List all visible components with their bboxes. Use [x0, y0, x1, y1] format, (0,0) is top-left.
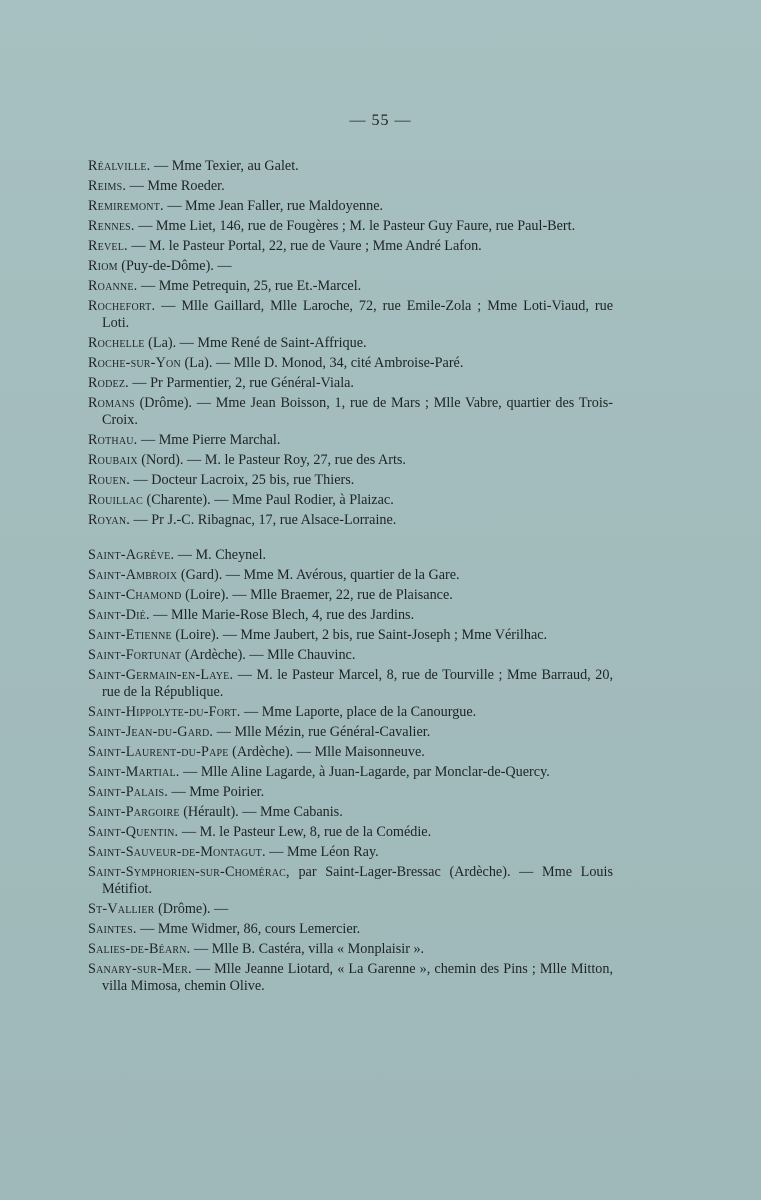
entry-place-name: Riom [88, 258, 118, 274]
entry-text: (Drôme). — Mme Jean Boisson, 1, rue de Mars ; Mlle Vabre, quartier des Trois-Croix. [102, 395, 614, 428]
entry-text: — Mme Poirier. [171, 784, 265, 800]
entry-place-name: Saint-Martial. [88, 764, 180, 780]
entry-text: — M. le Pasteur Marcel, 8, rue de Tourville ; Mme Barraud, 20, rue de la République. [102, 667, 614, 700]
directory-entry [88, 238, 613, 255]
entry-place-name: Rochelle [88, 335, 145, 351]
entry-text: (Hérault). — Mme Cabanis. [183, 804, 343, 820]
entry-text: — M. le Pasteur Portal, 22, rue de Vaure ; Mme André Lafon. [131, 238, 482, 254]
entry-text: — Mme Liet, 146, rue de Fougères ; M. le Pasteur Guy Faure, rue Paul-Bert. [138, 218, 576, 234]
entry-place-name: Saint-Germain-en-Laye. [88, 667, 234, 683]
entry-text: (La). — Mlle D. Monod, 34, cité Ambroise-Paré. [184, 355, 464, 371]
entry-text: (Gard). — Mme M. Avérous, quartier de la Gare. [180, 567, 460, 583]
entry-place-name: Saint-Symphorien-sur-Chomérac, [88, 864, 290, 880]
entry-place-name: Rothau. [88, 432, 138, 448]
entry-place-name: Roche-sur-Yon [88, 355, 181, 371]
entry-text: (Puy-de-Dôme). — [121, 258, 232, 274]
directory-entry [88, 844, 613, 861]
entry-place-name: Rouillac [88, 492, 143, 508]
directory-entry [88, 961, 613, 995]
entry-text: — Mlle B. Castéra, villa « Monplaisir ». [193, 941, 425, 957]
entry-place-name: Saint-Pargoire [88, 804, 180, 820]
entry-place-name: Rochefort. [88, 298, 156, 314]
directory-entry [88, 647, 613, 664]
directory-entry [88, 804, 613, 821]
entry-place-name: Remiremont. [88, 198, 164, 214]
entry-place-name: Saint-Quentin. [88, 824, 179, 840]
directory-entry [88, 472, 613, 489]
entry-text: (Ardèche). — Mlle Maisonneuve. [232, 744, 425, 760]
directory-entry [88, 158, 613, 175]
entry-text: — Pr J.-C. Ribagnac, 17, rue Alsace-Lorraine. [133, 512, 397, 528]
entry-text: (Drôme). — [158, 901, 229, 917]
entry-place-name: Salies-de-Béarn. [88, 941, 191, 957]
page-number: — 55 — [349, 112, 412, 129]
entry-text: — Mme Petrequin, 25, rue Et.-Marcel. [140, 278, 362, 294]
directory-entry [88, 218, 613, 235]
directory-entry [88, 567, 613, 584]
entry-place-name: Rouen. [88, 472, 130, 488]
directory-entry [88, 355, 613, 372]
entry-text: — M. le Pasteur Lew, 8, rue de la Comédie. [181, 824, 432, 840]
directory-entry [88, 921, 613, 938]
entry-text: — Mlle Gaillard, Mlle Laroche, 72, rue Emile-Zola ; Mme Loti-Viaud, rue Loti. [102, 298, 613, 331]
entry-place-name: Saint-Agrève. [88, 547, 175, 563]
entry-place-name: Saintes. [88, 921, 137, 937]
entry-place-name: Saint-Laurent-du-Pape [88, 744, 229, 760]
entry-text: — Mme Roeder. [129, 178, 225, 194]
entry-place-name: Saint-Dié. [88, 607, 150, 623]
entry-place-name: St-Vallier [88, 901, 155, 917]
entry-place-name: Roanne. [88, 278, 138, 294]
entry-place-name: Saint-Hippolyte-du-Fort. [88, 704, 241, 720]
entry-text: (Charente). — Mme Paul Rodier, à Plaizac. [146, 492, 394, 508]
entry-text: — Mme Widmer, 86, cours Lemercier. [140, 921, 361, 937]
entry-text: — Mme Léon Ray. [269, 844, 379, 860]
directory-entry [88, 941, 613, 958]
directory-entry [88, 258, 613, 275]
directory-entry [88, 704, 613, 721]
entry-place-name: Rennes. [88, 218, 135, 234]
directory-entry [88, 298, 613, 332]
directory-entry [88, 198, 613, 215]
directory-entry [88, 375, 613, 392]
entry-text: — Mme Pierre Marchal. [140, 432, 281, 448]
entry-place-name: Reims. [88, 178, 127, 194]
directory-entry [88, 744, 613, 761]
entry-place-name: Saint-Etienne [88, 627, 172, 643]
entry-text: — Mme Laporte, place de la Canourgue. [244, 704, 477, 720]
entry-text: — Mme Texier, au Galet. [153, 158, 299, 174]
entry-place-name: Rodez. [88, 375, 129, 391]
entry-place-name: Réalville. [88, 158, 151, 174]
directory-section-r [88, 158, 613, 532]
entry-place-name: Saint-Jean-du-Gard. [88, 724, 214, 740]
directory-section-s [88, 547, 613, 998]
entry-text: par Saint-Lager-Bressac (Ardèche). — Mme Louis Métifiot. [102, 864, 613, 897]
directory-entry [88, 395, 613, 429]
entry-place-name: Roubaix [88, 452, 138, 468]
entry-text: — Mlle Marie-Rose Blech, 4, rue des Jardins. [153, 607, 415, 623]
entry-place-name: Saint-Sauveur-de-Montagut. [88, 844, 266, 860]
entry-text: — Mlle Mézin, rue Général-Cavalier. [216, 724, 431, 740]
entry-place-name: Saint-Chamond [88, 587, 182, 603]
directory-entry [88, 335, 613, 352]
directory-entry [88, 547, 613, 564]
entry-text: — Mlle Aline Lagarde, à Juan-Lagarde, par Monclar-de-Quercy. [183, 764, 550, 780]
entry-place-name: Sanary-sur-Mer. [88, 961, 192, 977]
directory-entry [88, 178, 613, 195]
directory-entry [88, 607, 613, 624]
directory-entry [88, 492, 613, 509]
entry-place-name: Revel. [88, 238, 128, 254]
entry-place-name: Saint-Palais. [88, 784, 168, 800]
entry-place-name: Saint-Ambroix [88, 567, 178, 583]
directory-entry [88, 824, 613, 841]
directory-entry [88, 432, 613, 449]
entry-text: (La). — Mme René de Saint-Affrique. [148, 335, 367, 351]
directory-entry [88, 278, 613, 295]
directory-entry [88, 764, 613, 781]
directory-entry [88, 452, 613, 469]
directory-entry [88, 724, 613, 741]
entry-place-name: Royan. [88, 512, 130, 528]
directory-entry [88, 784, 613, 801]
entry-place-name: Romans [88, 395, 135, 411]
directory-entry [88, 667, 613, 701]
entry-text: (Ardèche). — Mlle Chauvinc. [184, 647, 356, 663]
entry-text: — Mme Jean Faller, rue Maldoyenne. [167, 198, 384, 214]
entry-text: (Loire). — Mlle Braemer, 22, rue de Plaisance. [185, 587, 453, 603]
entry-place-name: Saint-Fortunat [88, 647, 182, 663]
directory-entry [88, 901, 613, 918]
entry-text: — Mlle Jeanne Liotard, « La Garenne », chemin des Pins ; Mlle Mitton, villa Mimosa, chemin Olive. [102, 961, 614, 994]
entry-text: — Docteur Lacroix, 25 bis, rue Thiers. [133, 472, 355, 488]
directory-entry [88, 627, 613, 644]
entry-text: — Pr Parmentier, 2, rue Général-Viala. [132, 375, 354, 391]
entry-text: — M. Cheynel. [177, 547, 267, 563]
entry-text: (Loire). — Mme Jaubert, 2 bis, rue Saint-Joseph ; Mme Vérilhac. [175, 627, 548, 643]
entry-text: (Nord). — M. le Pasteur Roy, 27, rue des Arts. [141, 452, 406, 468]
directory-entry [88, 512, 613, 529]
directory-entry [88, 587, 613, 604]
directory-entry [88, 864, 613, 898]
